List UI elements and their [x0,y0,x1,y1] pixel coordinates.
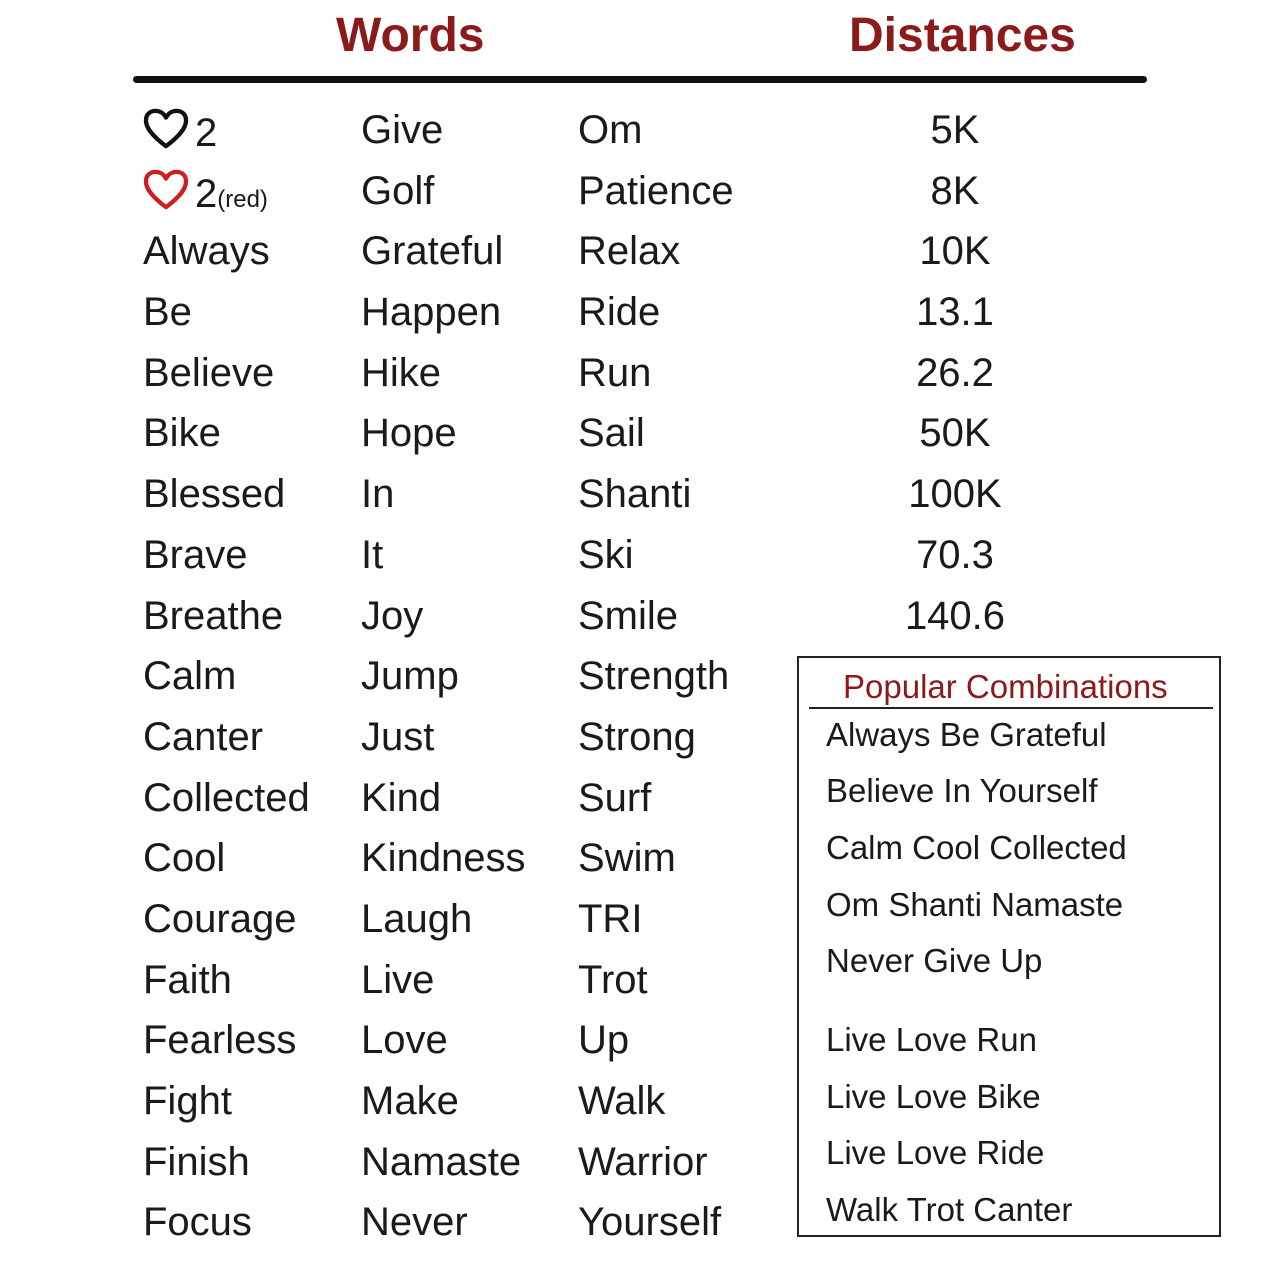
word-item [143,1079,310,1140]
word-text: Surf [578,775,652,820]
distances-heading: Distances [849,9,1076,62]
word-item [578,351,734,412]
word-item [143,108,310,169]
word-item [578,836,734,897]
word-text: Live [361,957,435,1002]
word-item [143,715,310,776]
word-item [361,1018,526,1079]
word-text: Joy [361,593,424,638]
distance-item: 50K [919,411,991,456]
word-item [143,836,310,897]
distance-item: 13.1 [916,290,994,335]
distance-item: 70.3 [916,532,994,577]
word-text: 2 [195,171,218,216]
word-text: Never [361,1200,468,1245]
word-item [578,472,734,533]
word-item [143,654,310,715]
distance-item: 5K [930,108,980,152]
popular-combinations-underline [809,707,1213,709]
word-text: Patience [578,168,734,213]
word-item [361,654,526,715]
word-item [143,958,310,1019]
word-item [361,1200,526,1261]
word-text: Walk [578,1079,666,1123]
word-text: Om [578,108,643,152]
word-item [143,472,310,533]
heart-red-icon [143,169,189,211]
word-item [578,1018,734,1079]
word-item [143,351,310,412]
word-item [143,169,310,230]
combination-item: Calm Cool Collected [826,829,1127,866]
distance-item: 140.6 [904,593,1006,638]
word-text: Finish [143,1139,250,1184]
word-text: Cool [143,836,226,881]
popular-combinations-title: Popular Combinations [843,668,1168,705]
word-item [361,411,526,472]
word-item [361,1079,526,1140]
words-heading: Words [336,9,485,62]
word-text: Strength [578,654,730,699]
word-text: Laugh [361,896,473,941]
word-item [578,594,734,655]
word-text: Golf [361,168,435,213]
word-item [143,594,310,655]
words-column-3 [578,108,734,1261]
word-text: Run [578,350,652,395]
word-item [361,715,526,776]
word-text: Ski [578,532,634,577]
word-item [143,1200,310,1261]
word-item [578,776,734,837]
word-item [143,533,310,594]
word-text: Breathe [143,593,284,638]
word-item [578,169,734,230]
word-text: Relax [578,229,681,274]
word-text: It [361,532,384,577]
word-item [361,351,526,412]
word-item [578,1079,734,1140]
word-item [578,108,734,169]
word-text: Trot [578,957,648,1002]
word-item [578,715,734,776]
word-text: Shanti [578,472,692,517]
word-text: Love [361,1018,448,1063]
word-text: Smile [578,593,679,638]
word-text: Focus [143,1200,252,1245]
word-text: Hope [361,411,457,456]
word-suffix: (red) [217,185,268,213]
word-item [578,897,734,958]
popular-combinations-box [797,656,1221,1237]
word-text: Bike [143,411,221,456]
word-text: Happen [361,290,502,335]
word-item [361,1140,526,1201]
word-text: Swim [578,836,676,881]
word-item [361,533,526,594]
word-item [361,108,526,169]
word-text: Courage [143,896,297,941]
combination-item: Always Be Grateful [826,716,1107,753]
word-item [578,654,734,715]
word-item [143,411,310,472]
combination-item: Live Love Bike [826,1078,1041,1115]
word-text: Fight [143,1079,232,1123]
word-text: Ride [578,290,661,335]
distances-column [860,108,1050,654]
word-text: Kindness [361,836,526,881]
word-item [143,776,310,837]
combination-item: Believe In Yourself [826,772,1098,809]
words-column-2 [361,108,526,1261]
distance-item: 8K [930,168,980,213]
word-item [361,594,526,655]
word-item [143,1140,310,1201]
word-text: Just [361,714,435,759]
word-text: Brave [143,532,248,577]
combination-item: Live Love Run [826,1021,1037,1058]
combination-item: Never Give Up [826,942,1043,979]
word-text: 2 [195,111,218,155]
word-item [578,1200,734,1261]
word-text: Warrior [578,1139,708,1184]
combination-item: Walk Trot Canter [826,1191,1073,1228]
word-item [361,776,526,837]
word-text: Sail [578,411,645,456]
word-text: TRI [578,896,643,941]
words-column-1 [143,108,310,1261]
word-item [578,229,734,290]
word-text: Namaste [361,1139,522,1184]
word-item [143,290,310,351]
word-item [361,472,526,533]
word-text: Yourself [578,1200,722,1245]
combination-item: Om Shanti Namaste [826,886,1124,923]
word-item [578,958,734,1019]
word-item [578,533,734,594]
word-item [143,897,310,958]
word-item [578,1140,734,1201]
combination-item: Live Love Ride [826,1134,1045,1171]
word-text: Always [143,229,270,274]
word-text: Collected [143,775,310,820]
word-item [361,169,526,230]
word-item [578,290,734,351]
word-text: Kind [361,775,442,820]
word-text: Believe [143,350,275,395]
word-text: Fearless [143,1018,297,1063]
distance-item: 100K [908,472,1002,517]
word-text: Up [578,1018,630,1063]
header-divider [133,76,1147,83]
word-text: Canter [143,714,264,759]
word-item [361,958,526,1019]
word-text: Give [361,108,444,152]
word-item [361,229,526,290]
word-text: Calm [143,654,237,699]
word-item [361,836,526,897]
word-text: Make [361,1079,459,1123]
word-text: Blessed [143,472,286,517]
word-text: Hike [361,350,442,395]
word-text: Jump [361,654,459,699]
word-item [143,229,310,290]
word-item [361,897,526,958]
word-text: Strong [578,714,696,759]
word-text: Faith [143,957,232,1002]
word-text: Be [143,290,192,335]
distance-item: 26.2 [916,350,994,395]
distance-item: 10K [919,229,991,274]
heart-outline-icon [143,108,189,150]
word-text: Grateful [361,229,504,274]
word-item [578,411,734,472]
word-item [361,290,526,351]
word-item [143,1018,310,1079]
word-text: In [361,472,395,517]
